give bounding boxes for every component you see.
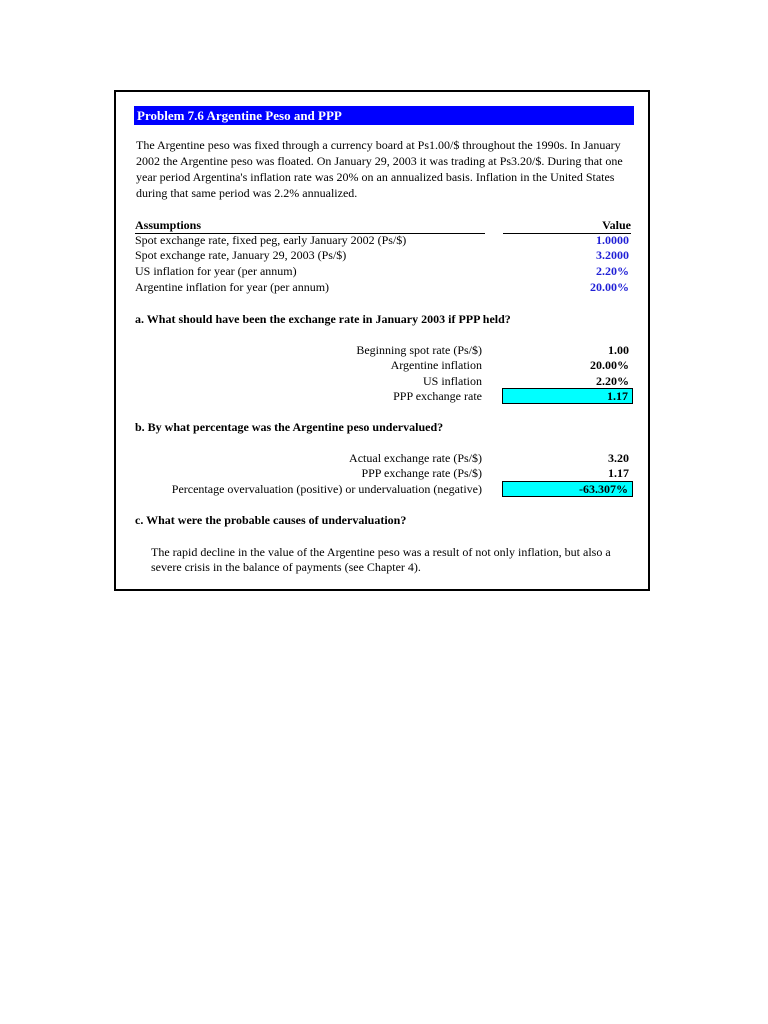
part-b-label-ppp-rate: PPP exchange rate (Ps/$) — [361, 466, 482, 480]
part-a-label-ppp-rate: PPP exchange rate — [393, 389, 482, 403]
problem-intro: The Argentine peso was fixed through a currency board at Ps1.00/$ throughout the 1990s. In January 2002 the Argentine peso was floated. On January 29, 2003 it was trading at Ps3.20/$. During that one year period Argentina's inflation rate was 20% on an annualized basis. Inflation in the United States during that same period was 2.2% annualized. — [136, 138, 623, 200]
part-a-label-beginning-spot: Beginning spot rate (Ps/$) — [356, 343, 482, 357]
question-b: b. By what percentage was the Argentine peso undervalued? — [135, 420, 444, 434]
assumption-label-us-inflation: US inflation for year (per annum) — [135, 264, 297, 278]
part-b-label-percentage: Percentage overvaluation (positive) or undervaluation (negative) — [171, 482, 482, 496]
assumption-label-argentine-inflation: Argentine inflation for year (per annum) — [135, 280, 330, 294]
assumption-value-us-inflation: 2.20% — [596, 264, 629, 278]
assumption-value-spot-2003: 3.2000 — [596, 248, 629, 262]
assumption-label-spot-2003: Spot exchange rate, January 29, 2003 (Ps/$) — [135, 248, 347, 262]
part-a-value-beginning-spot: 1.00 — [608, 343, 629, 357]
part-b-label-actual-rate: Actual exchange rate (Ps/$) — [349, 451, 482, 465]
assumptions-header-value: Value — [602, 218, 631, 232]
part-c-answer: The rapid decline in the value of the Argentine peso was a result of not only inflation, but also a severe crisis in the balance of payments (see Chapter 4). — [151, 545, 611, 574]
part-a-label-argentine-inflation: Argentine inflation — [390, 358, 482, 372]
part-a-value-ppp-rate: 1.17 — [502, 388, 633, 404]
problem-title: Problem 7.6 Argentine Peso and PPP — [134, 106, 634, 125]
assumption-label-spot-2002: Spot exchange rate, fixed peg, early January 2002 (Ps/$) — [135, 233, 407, 247]
assumptions-header-label: Assumptions — [135, 218, 202, 232]
part-a-value-argentine-inflation: 20.00% — [590, 358, 629, 372]
part-a-label-us-inflation: US inflation — [423, 374, 482, 388]
part-b-value-actual-rate: 3.20 — [608, 451, 629, 465]
assumption-value-spot-2002: 1.0000 — [596, 233, 629, 247]
part-b-value-ppp-rate: 1.17 — [608, 466, 629, 480]
question-a: a. What should have been the exchange rate in January 2003 if PPP held? — [135, 312, 511, 326]
question-c: c. What were the probable causes of undervaluation? — [135, 513, 407, 527]
assumption-value-argentine-inflation: 20.00% — [590, 280, 629, 294]
part-b-value-percentage: -63.307% — [502, 481, 633, 497]
part-a-value-us-inflation: 2.20% — [596, 374, 629, 388]
